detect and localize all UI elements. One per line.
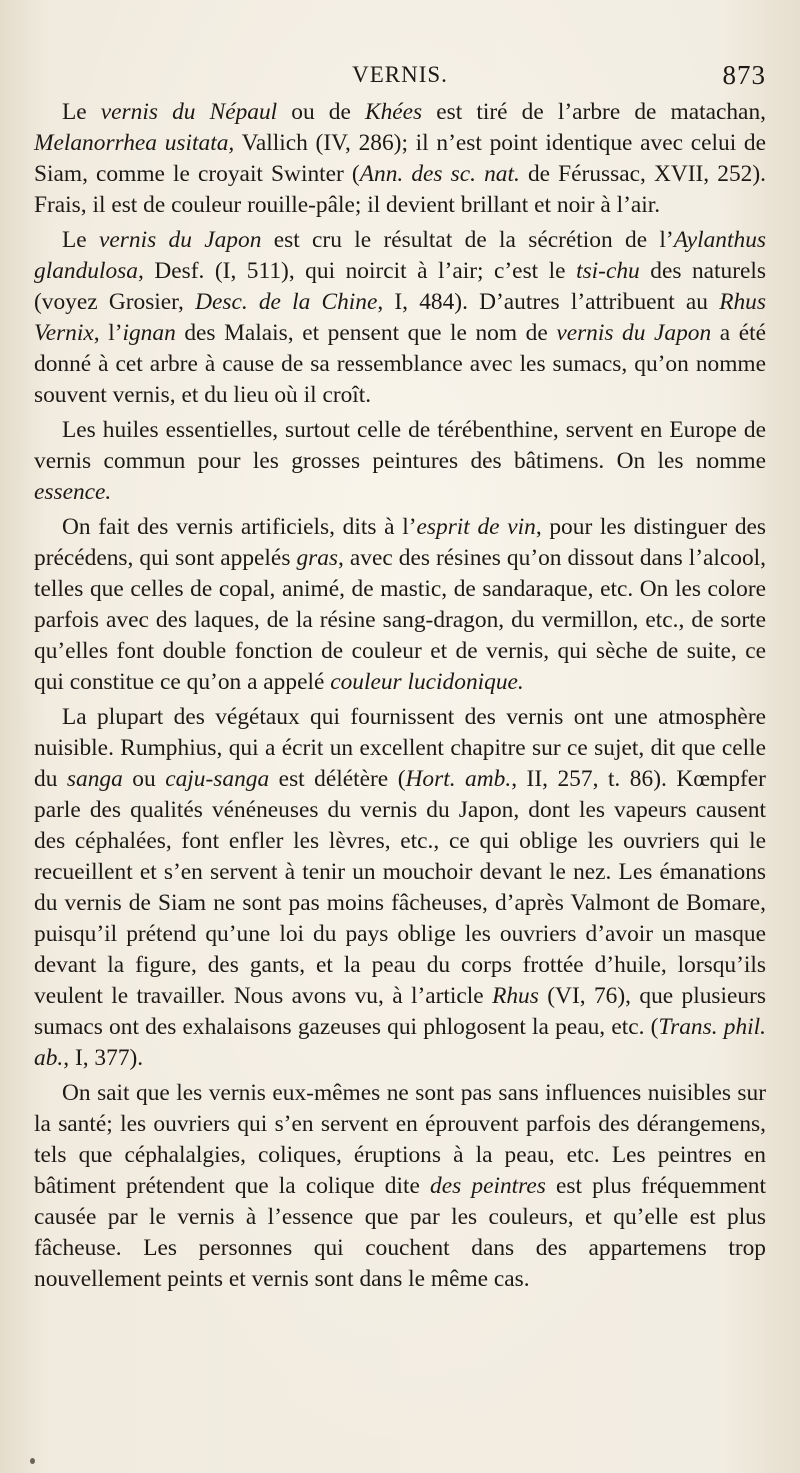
text-run: , l’ [93, 320, 123, 346]
text-run: est cru le résultat de la sécrétion de l’ [261, 227, 674, 253]
italic-run: Ann. des sc. nat. [359, 161, 520, 187]
text-run: des naturels (voyez Grosier, [34, 258, 766, 315]
text-run: Les huiles essentielles, surtout celle de térébenthine, servent en Europe de vernis commun pour les grosses peintures des bâtimens. On les nomme [34, 417, 766, 474]
text-run: La plupart des végétaux qui fournissent des vernis ont une atmosphère nuisible. Rumphius, qui a écrit un excellent chapitre sur ce sujet, dit que celle du [34, 704, 766, 792]
text-run: , pour les distinguer des précédens, qui sont appelés [34, 514, 766, 571]
italic-run: Melanorrhea usitata, [34, 130, 235, 156]
text-run: On fait des vernis artificiels, dits à l’ [62, 514, 417, 540]
paragraph-nepal-varnish [34, 97, 766, 221]
italic-run: caju-sanga [165, 766, 270, 792]
italic-run: couleur lucidonique. [330, 669, 524, 695]
text-run: est plus fréquemment causée par le vernis à l’essence que par les couleurs, et qu’elle est plus fâcheuse. Les personnes qui couchent dans des appartemens trop nouvellement peints et vernis sont dans le même cas. [34, 1173, 766, 1292]
text-run: Vallich (IV, 286); il n’est point identique avec celui de Siam, comme le croyait Swinter ( [34, 130, 766, 187]
text-run: Le [62, 227, 100, 253]
text-run: , avec des résines qu’on dissout dans l’alcool, telles que celles de copal, animé, de mastic, de sandaraque, etc. On les colore parfois avec des laques, de la résine sang-dragon, du vermillon, etc., de sorte qu’elles font double fonction de couleur et de vernis, qui sèche de suite, ce qui constitue ce qu’on a appelé [34, 545, 766, 695]
italic-run: Trans. phil. ab. [34, 1014, 766, 1071]
italic-run: Rhus Vernix [34, 289, 766, 346]
paragraph-artificial-varnishes [34, 512, 766, 698]
italic-run: Desc. de la Chine [195, 289, 378, 315]
italic-run: vernis du Japon [99, 227, 262, 253]
text-run: est tiré de l’arbre de matachan, [422, 99, 766, 125]
paragraph-japan-varnish [34, 225, 766, 411]
text-run: est délétère ( [269, 766, 406, 792]
page-header [34, 62, 766, 94]
paragraph-essential-oils [34, 415, 766, 508]
text-run: , I, 377). [63, 1045, 144, 1071]
running-head: VERNIS. [352, 62, 448, 87]
page-number: 873 [722, 60, 766, 90]
text-run: ou de [277, 99, 365, 125]
italic-run: Aylanthus glandulosa, [34, 227, 766, 284]
italic-run: des peintres [430, 1173, 546, 1199]
italic-run: sanga [66, 766, 123, 792]
text-run: On sait que les vernis eux-mêmes ne sont pas sans influences nuisibles sur la santé; les ouvriers qui s’en servent en éprouvent parfois des dérangemens, tels que céphalalgies, coliques, éruptions à la peau, etc. Les peintres en bâtiment prétendent que la colique dite [34, 1080, 766, 1199]
italic-run: vernis du Népaul [100, 99, 278, 125]
paragraph-health-effects [34, 1078, 766, 1295]
text-run: (VI, 76), que plusieurs sumacs ont des exhalaisons gazeuses qui phlogosent la peau, etc. ( [34, 983, 766, 1040]
text-run: a été donné à cet arbre à cause de sa ressemblance avec les sumacs, qu’on nomme souvent vernis, et du lieu où il croît. [34, 320, 766, 408]
italic-run: tsi-chu [576, 258, 640, 284]
text-run: ou [122, 766, 166, 792]
text-run: Desf. (I, 511), qui noircit à l’air; c’est le [143, 258, 577, 284]
text-run: de Férussac, XVII, 252). Frais, il est de couleur rouille-pâle; il devient brillant et noir à l’air. [34, 161, 766, 218]
body-text [34, 97, 766, 1295]
italic-run: vernis du Japon [556, 320, 712, 346]
text-run: Le [62, 99, 101, 125]
italic-run: Khées [365, 99, 423, 125]
italic-run: gras [296, 545, 339, 571]
ink-speck [30, 1458, 35, 1464]
text-run: , II, 257, t. 86). Kœmpfer parle des qualités vénéneuses du vernis du Japon, dont les vapeurs causent des céphalées, font enfler les lèvres, etc., ce qui oblige les ouvriers qui le recueillent et s’en servent à tenir un mouchoir devant le nez. Les émanations du vernis de Siam ne sont pas moins fâcheuses, d’après Valmont de Bomare, puisqu’il prétend qu’une loi du pays oblige les ouvriers d’avoir un masque devant la figure, des gants, et la peau du corps frottée d’huile, lorsqu’ils veulent le travailler. Nous avons vu, à l’article [34, 766, 766, 1009]
paragraph-harmful-atmosphere [34, 702, 766, 1074]
italic-run: esprit de vin [416, 514, 536, 540]
text-run: des Malais, et pensent que le nom de [175, 320, 557, 346]
italic-run: Rhus [492, 983, 539, 1009]
italic-run: Hort. amb. [405, 766, 512, 792]
text-run: , I, 484). D’autres l’attribuent au [377, 289, 720, 315]
italic-run: essence. [34, 479, 112, 505]
italic-run: ignan [122, 320, 176, 346]
